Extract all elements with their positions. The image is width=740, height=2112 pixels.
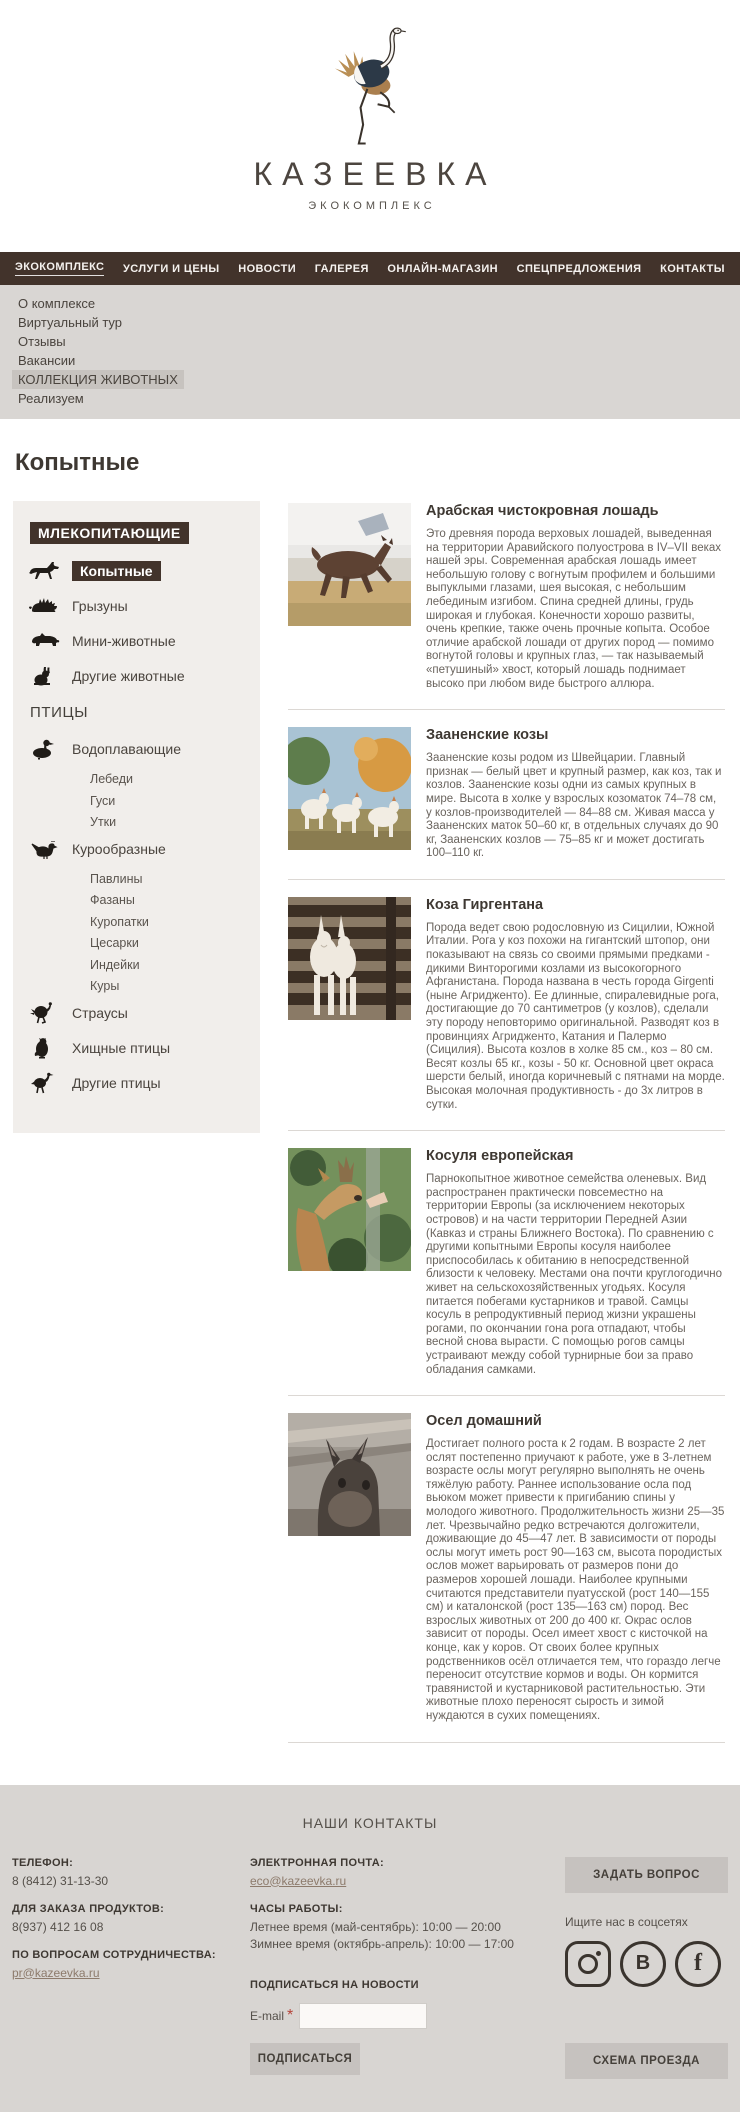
- hen-icon: [28, 838, 60, 860]
- email-link[interactable]: eco@kazeevka.ru: [250, 1873, 347, 1888]
- hours-label: ЧАСЫ РАБОТЫ:: [250, 1902, 343, 1915]
- sidebar-subitem-partridges[interactable]: Куропатки: [90, 914, 149, 929]
- eagle-icon: [28, 1037, 60, 1059]
- subnav-item-animal-collection[interactable]: КОЛЛЕКЦИЯ ЖИВОТНЫХ: [12, 370, 184, 389]
- sidebar-subitem-geese[interactable]: Гуси: [90, 793, 116, 808]
- sidebar-item-label: Водоплавающие: [72, 741, 181, 757]
- logo[interactable]: [244, 24, 497, 212]
- email-label: ЭЛЕКТРОННАЯ ПОЧТА:: [250, 1856, 384, 1869]
- nav-item-services[interactable]: УСЛУГИ И ЦЕНЫ: [123, 262, 220, 275]
- facebook-icon[interactable]: f: [675, 1941, 721, 1987]
- article-roe-deer: [288, 1131, 725, 1396]
- article-title: Арабская чистокровная лошадь: [426, 503, 659, 519]
- domestic-donkey-photo: [288, 1413, 411, 1536]
- article-text: Достигает полного роста к 2 годам. В возрасте 2 лет ослят постепенно приучают к работе, уже в 3-летнем возрасте ослы могут регулярно выполнять не очень тяжёлую работу. Раннее использование осла под вьюком может привести к пригибанию спины у молодого животного. Продолжительность жизни 25—35 лет. Чрезвычайно редко встречаются долгожители, доживающие до 45—47 лет. В зависимости от породы ослы могут иметь рост 90—163 см, высота породистых ослов может варьировать от размеров пони до размеров хорошей лошади. Наиболее крупными считаются представители пуатусской (рост 140—155 см) и каталонской (рост 135—163 см) пород. Вес взрослых животных от 200 до 400 кг. Окрас ослов зависит от породы. Осел имеет хвост с кисточкой на конце, как у коров. От своих более крупных родственников осёл отличается тем, что гораздо легче переносит отсутствие кормов и воды. Он кормится травянистой и кустарниковой растительностью. Эти животные плохо переносят сырость и зимой нуждаются в сухих помещениях.: [426, 1438, 725, 1722]
- article-text: Порода ведет свою родословную из Сицилии, Южной Италии. Рога у коз похожи на гигантский штопор, они показывают на связь со своими прямыми предками - дикими Винторогими козлами из высокогорного Афганистана. Порода названа в честь города Girgenti (ныне Агридженто). Ее длинные, спиралевидные рога, достигающие до 70 сантиметров (у козлов), сделали эту породу неповторимо оригинальной. Разводят коз в провинциях Агридженто, Катания и Палермо (Сицилия). Высота козлов в холке 85 см., коз – 80 см. Весят козлы 65 кг., козы - 50 кг. Основной цвет окраса шерсти белый, иногда коричневый с пятнами на морде. Высокая молочная продуктивность - до 3х литров в сутки.: [426, 921, 725, 1111]
- article-title: Косуля европейская: [426, 1148, 574, 1165]
- ostrich-icon: [28, 1002, 60, 1024]
- article-girgentana-goat: [288, 880, 725, 1131]
- sidebar-item-rodents[interactable]: [28, 595, 260, 617]
- duck-icon: [28, 738, 60, 760]
- standing-bird-icon: [28, 1072, 60, 1094]
- orders-label: ДЛЯ ЗАКАЗА ПРОДУКТОВ:: [12, 1902, 165, 1915]
- sidebar-subitem-turkeys[interactable]: Индейки: [90, 957, 140, 972]
- email-field-label: E-mail: [250, 2008, 285, 2023]
- sidebar-subitem-ducks[interactable]: Утки: [90, 815, 117, 829]
- animal-categories-sidebar: [13, 501, 260, 1133]
- footer-info-column: [250, 1857, 565, 2079]
- subscribe-block: [250, 1979, 565, 2075]
- article-arabian-horse: [288, 501, 725, 710]
- subnav-item-about[interactable]: О комплексе: [18, 296, 96, 311]
- sidebar-subitem-swans[interactable]: Лебеди: [90, 772, 133, 786]
- footer-actions-column: [565, 1857, 728, 2079]
- hours-summer: Летнее время (май-сентябрь): 10:00 — 20:00: [250, 1919, 501, 1934]
- nav-item-offers[interactable]: СПЕЦПРЕДЛОЖЕНИЯ: [516, 262, 642, 275]
- pig-icon: [28, 630, 60, 652]
- article-title: Осел домашний: [426, 1413, 542, 1430]
- nav-item-news[interactable]: НОВОСТИ: [238, 262, 297, 275]
- sidebar-subitem-guinea-fowl[interactable]: Цесарки: [90, 936, 139, 950]
- subscribe-button[interactable]: ПОДПИСАТЬСЯ: [250, 2043, 360, 2075]
- animal-articles: [288, 501, 725, 1743]
- socials-label: Ищите нас в соцсетях: [565, 1914, 688, 1929]
- rabbit-icon: [28, 665, 60, 687]
- article-text: Это древняя порода верховых лошадей, выведенная на территории Аравийского полуострова в IV–VII веках нашей эры. Современная арабская лошадь имеет небольшую голову с вогнутым профилем и большими выпуклыми глазами, шея высокая, с небольшим лебединым изгибом. Спина средней длины, грудь широкая и глубокая. Конечности хорошо развиты, очень крепкие, также очень прочные копыта. Особое отличие арабской лошади от других пород — помимо вогнутой головы и крупных глаз, — так называемый «петушиный» хвост, который лошадь поднимает высоко при любом виде быстрого аллюра.: [426, 528, 722, 690]
- phone-number: 8 (8412) 31-13-30: [12, 1873, 109, 1888]
- arabian-horse-photo: [288, 503, 411, 626]
- footer-contacts-column: [12, 1857, 250, 2079]
- page-title: Копытные: [15, 449, 140, 476]
- sidebar-item-label: Страусы: [72, 1004, 128, 1021]
- route-map-button[interactable]: СХЕМА ПРОЕЗДА: [565, 2043, 728, 2079]
- roe-deer-photo: [288, 1148, 411, 1271]
- sidebar-item-label: Курообразные: [72, 840, 166, 857]
- subnav-item-selling[interactable]: Реализуем: [18, 391, 84, 406]
- sidebar-item-label: Мини-животные: [72, 633, 176, 649]
- sidebar-item-label: Другие птицы: [72, 1074, 161, 1091]
- horse-icon: [28, 560, 60, 582]
- required-asterisk: *: [287, 2006, 294, 2024]
- logo-subtitle: ЭКОКОМПЛЕКС: [308, 200, 436, 212]
- sidebar-item-birds-of-prey[interactable]: [28, 1037, 260, 1059]
- article-title: Коза Гиргентана: [426, 896, 544, 913]
- vk-icon[interactable]: В: [620, 1941, 666, 1987]
- nav-item-shop[interactable]: ОНЛАЙН-МАГАЗИН: [387, 262, 499, 275]
- sidebar-subitem-chickens[interactable]: Куры: [90, 979, 120, 993]
- cooperation-email-link[interactable]: pr@kazeevka.ru: [12, 1965, 100, 1980]
- sidebar-item-other-animals[interactable]: [28, 665, 260, 687]
- subnav-item-vacancies[interactable]: Вакансии: [18, 353, 76, 368]
- hours-winter: Зимнее время (октябрь-апрель): 10:00 — 17:00: [250, 1936, 514, 1951]
- sidebar-subitem-peacocks[interactable]: Павлины: [90, 871, 143, 886]
- cooperation-label: ПО ВОПРОСАМ СОТРУДНИЧЕСТВА:: [12, 1948, 216, 1961]
- main-nav: [0, 252, 740, 285]
- site-header: [0, 0, 740, 252]
- nav-item-contacts[interactable]: КОНТАКТЫ: [660, 262, 725, 275]
- sidebar-item-hoofed[interactable]: [28, 560, 260, 582]
- sidebar-item-mini-animals[interactable]: [28, 630, 260, 652]
- nav-item-gallery[interactable]: ГАЛЕРЕЯ: [314, 262, 369, 275]
- subscribe-email-input[interactable]: [299, 2003, 427, 2029]
- main-content: [0, 501, 740, 1743]
- girgentana-goat-photo: [288, 897, 411, 1020]
- article-title: Зааненские козы: [426, 727, 549, 744]
- sidebar-item-waterfowl[interactable]: [28, 738, 260, 760]
- sidebar-item-ostriches[interactable]: [28, 1002, 260, 1024]
- logo-title: КАЗЕЕВКА: [253, 156, 497, 192]
- ostrich-logo-icon: [323, 24, 417, 152]
- sidebar-item-label: Другие животные: [72, 668, 185, 684]
- subnav-item-reviews[interactable]: Отзывы: [18, 334, 66, 349]
- instagram-icon[interactable]: [565, 1941, 611, 1987]
- subnav-item-virtual-tour[interactable]: Виртуальный тур: [18, 315, 122, 330]
- sub-nav: [0, 285, 740, 419]
- article-text: Парнокопытное животное семейства оленевых. Вид распространен практически повсеместно на территории Европы (за исключением некоторых островов) и на части территории Передней Азии (Кавказ и страны Ближнего Востока). По сравнению с другими копытными Европы косуля наиболее приспособилась к обитанию в непосредственной близости к человеку. Местами она почти круглогодично живет на сельскохозяйственных угодьях. Косуля питается побегами кустарников и травой. Самцы косуль в репродуктивный период жизни украшены рогами, по окончании гона рога отпадают, чтобы весной снова вырасти. С помощью рогов самцы устраивают между собой турнирные бои за право обладания самками.: [426, 1173, 723, 1376]
- phone-label: ТЕЛЕФОН:: [12, 1856, 74, 1869]
- sidebar-item-galliformes[interactable]: [28, 838, 260, 860]
- nav-item-ecocomplex[interactable]: ЭКОКОМПЛЕКС: [15, 261, 104, 276]
- article-text: Зааненские козы родом из Швейцарии. Главный признак — белый цвет и крупный размер, как коз, так и козлов. Зааненские козы одни из самых крупных в мире. Высота в холке у взрослых козоматок 74–78 см, у козлов-производителей — 84–88 см. Живая масса у Зааненских маток 50–60 кг, в отдельных случаях до 90 кг, Зааненских козлов — 75–85 кг и может достигать 100–110 кг.: [426, 752, 722, 860]
- sidebar-item-label: Копытные: [72, 561, 161, 581]
- saanen-goats-photo: [288, 727, 411, 850]
- article-domestic-donkey: [288, 1396, 725, 1742]
- sidebar-item-label: Грызуны: [72, 598, 128, 614]
- sidebar-header-mammals: МЛЕКОПИТАЮЩИЕ: [30, 522, 189, 544]
- footer: [0, 1785, 740, 2112]
- porcupine-icon: [28, 595, 60, 617]
- sidebar-item-other-birds[interactable]: [28, 1072, 260, 1094]
- sidebar-header-birds: ПТИЦЫ: [30, 704, 89, 721]
- sidebar-subitem-pheasants[interactable]: Фазаны: [90, 893, 135, 907]
- article-saanen-goats: [288, 710, 725, 880]
- footer-heading: НАШИ КОНТАКТЫ: [302, 1814, 438, 1831]
- sidebar-item-label: Хищные птицы: [72, 1039, 171, 1056]
- orders-phone-number: 8(937) 412 16 08: [12, 1919, 104, 1934]
- subscribe-heading: ПОДПИСАТЬСЯ НА НОВОСТИ: [250, 1978, 419, 1991]
- ask-question-button[interactable]: ЗАДАТЬ ВОПРОС: [565, 1857, 728, 1893]
